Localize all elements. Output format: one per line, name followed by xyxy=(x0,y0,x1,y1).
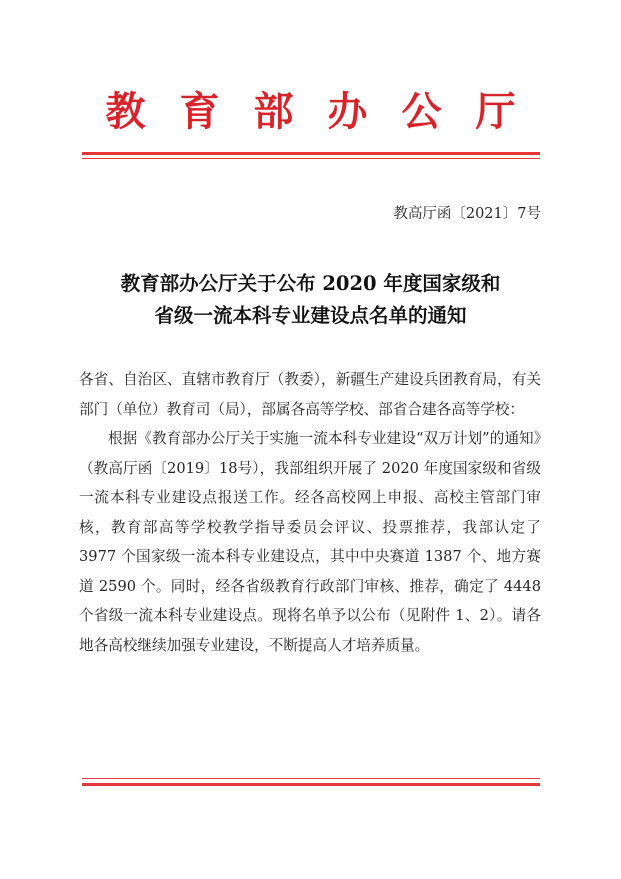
footer-rule-thick xyxy=(82,783,540,786)
document-number: 教高厅函〔2021〕7号 xyxy=(393,206,541,222)
title-line-2: 省级一流本科专业建设点名单的通知 xyxy=(154,304,467,327)
letterhead-rule-thin xyxy=(82,158,540,159)
body-paragraph: 根据《教育部办公厅关于实施一流本科专业建设“双万计划”的通知》（教高厅函〔2019〕18号），我部组织开展了 2020 年度国家级和省级一流本科专业建设点报送工作。经各高校网上申报、高校主管部门审核，教育部高等学校教学指导委员会评议、投票推荐，我部认定了 3977 个国家级一流本科专业建设点，其中中央赛道 1387 个、地方赛道 2590 个。同时，经各省级教育行政部门审核、推荐，确定了 4448 个省级一流本科专业建设点。现将名单予以公布（见附件 1、2）。请各地各高校继续加强专业建设，不断提高人才培养质量。 xyxy=(79,430,541,654)
document-body xyxy=(79,365,541,660)
letterhead-rule-thick xyxy=(82,152,540,155)
salutation: 各省、自治区、直辖市教育厅（教委），新疆生产建设兵团教育局，有关部门（单位）教育司（局），部属各高等学校、部省合建各高等学校： xyxy=(79,371,541,418)
title-line-1: 教育部办公厅关于公布 2020 年度国家级和 xyxy=(120,272,501,295)
document-title xyxy=(60,268,561,332)
footer-rule-thin xyxy=(82,778,540,779)
organization-name: 教育部办公厅 xyxy=(105,88,550,135)
letterhead xyxy=(0,80,621,137)
